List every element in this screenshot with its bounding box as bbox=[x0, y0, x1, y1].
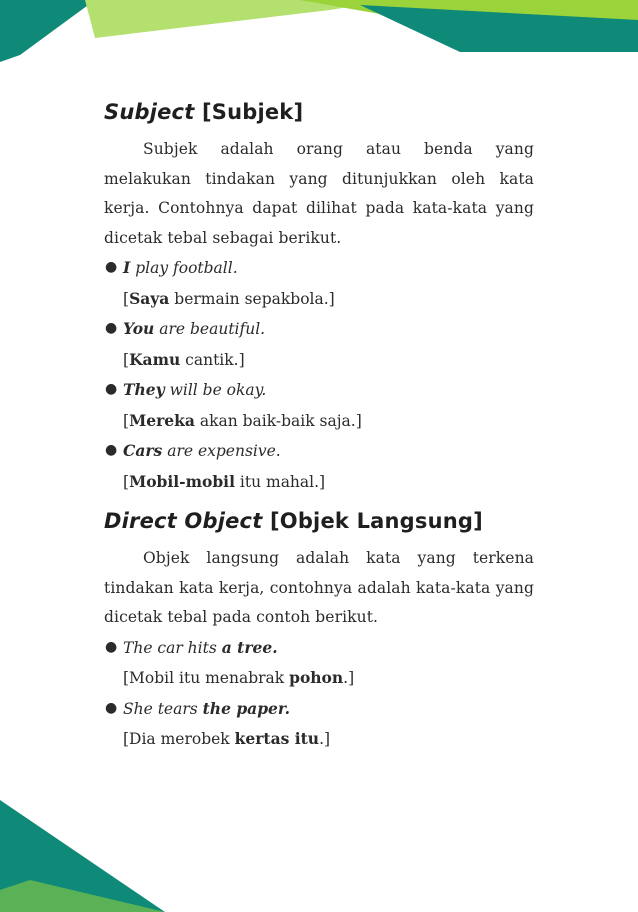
bullet-icon: ● bbox=[105, 442, 118, 458]
example-text: The car hits bbox=[123, 638, 222, 657]
translation-bold: Saya bbox=[129, 288, 170, 308]
translation-open: [ bbox=[123, 350, 130, 369]
list-item bbox=[104, 375, 534, 436]
translation-text: itu mahal.] bbox=[234, 472, 326, 491]
translation-text: .] bbox=[319, 730, 331, 748]
direct-object-section bbox=[104, 509, 534, 755]
translation-open: [Dia merobek bbox=[123, 730, 235, 748]
subject-paragraph: Subjek adalah orang atau benda yang melakukan tindakan yang ditunjukkan oleh kata kerja. Contohnya dapat dilihat pada kata-kata yang dicetak tebal sebagai berikut. bbox=[104, 140, 534, 247]
translation-bold: kertas itu bbox=[234, 729, 320, 748]
bullet-icon: ● bbox=[105, 638, 118, 655]
list-item bbox=[104, 253, 534, 314]
translation-text: cantik.] bbox=[180, 350, 245, 369]
bullet-icon: ● bbox=[105, 320, 118, 336]
direct-object-heading bbox=[104, 509, 534, 533]
example-bold: I bbox=[123, 258, 131, 277]
translation-bold: Mobil-mobil bbox=[129, 471, 235, 491]
document-body bbox=[104, 100, 534, 755]
subject-heading bbox=[104, 100, 534, 124]
direct-object-examples-list bbox=[104, 633, 534, 755]
subject-title-en: Subject bbox=[104, 100, 195, 124]
list-item bbox=[104, 633, 534, 694]
example-bold: Cars bbox=[123, 441, 163, 460]
list-item bbox=[104, 314, 534, 375]
example-text: are beautiful. bbox=[154, 320, 266, 338]
example-text: are expensive. bbox=[162, 442, 281, 460]
direct-object-title-id: [Objek Langsung] bbox=[269, 509, 483, 533]
bullet-icon: ● bbox=[105, 699, 118, 716]
translation-text: bermain sepakbola.] bbox=[169, 289, 335, 308]
translation-open: [ bbox=[123, 289, 130, 308]
translation-text: .] bbox=[343, 669, 355, 687]
example-bold: a tree. bbox=[221, 637, 278, 657]
translation-bold: Mereka bbox=[129, 410, 195, 430]
subject-section bbox=[104, 100, 534, 497]
translation-bold: pohon bbox=[289, 668, 344, 687]
subject-examples-list bbox=[104, 253, 534, 497]
translation-open: [ bbox=[123, 472, 130, 491]
example-bold: the paper. bbox=[202, 698, 291, 718]
translation-bold: Kamu bbox=[129, 349, 181, 369]
translation-open: [ bbox=[123, 411, 130, 430]
example-text: will be okay. bbox=[164, 381, 267, 399]
list-item bbox=[104, 436, 534, 497]
bullet-icon: ● bbox=[105, 381, 118, 397]
direct-object-title-en: Direct Object bbox=[104, 509, 263, 533]
translation-open: [Mobil itu menabrak bbox=[123, 669, 290, 687]
subject-title-id: [Subjek] bbox=[201, 100, 304, 124]
list-item bbox=[104, 694, 534, 755]
example-text: She tears bbox=[123, 699, 203, 718]
bullet-icon: ● bbox=[105, 259, 118, 275]
direct-object-paragraph: Objek langsung adalah kata yang terkena tindakan kata kerja, contohnya adalah kata-kata yang dicetak tebal pada contoh berikut. bbox=[104, 549, 534, 626]
top-left-teal-shape bbox=[0, 0, 95, 62]
translation-text: akan baik-baik saja.] bbox=[194, 411, 362, 430]
example-bold: They bbox=[123, 380, 165, 399]
example-text: play football. bbox=[130, 259, 238, 277]
example-bold: You bbox=[123, 319, 155, 338]
